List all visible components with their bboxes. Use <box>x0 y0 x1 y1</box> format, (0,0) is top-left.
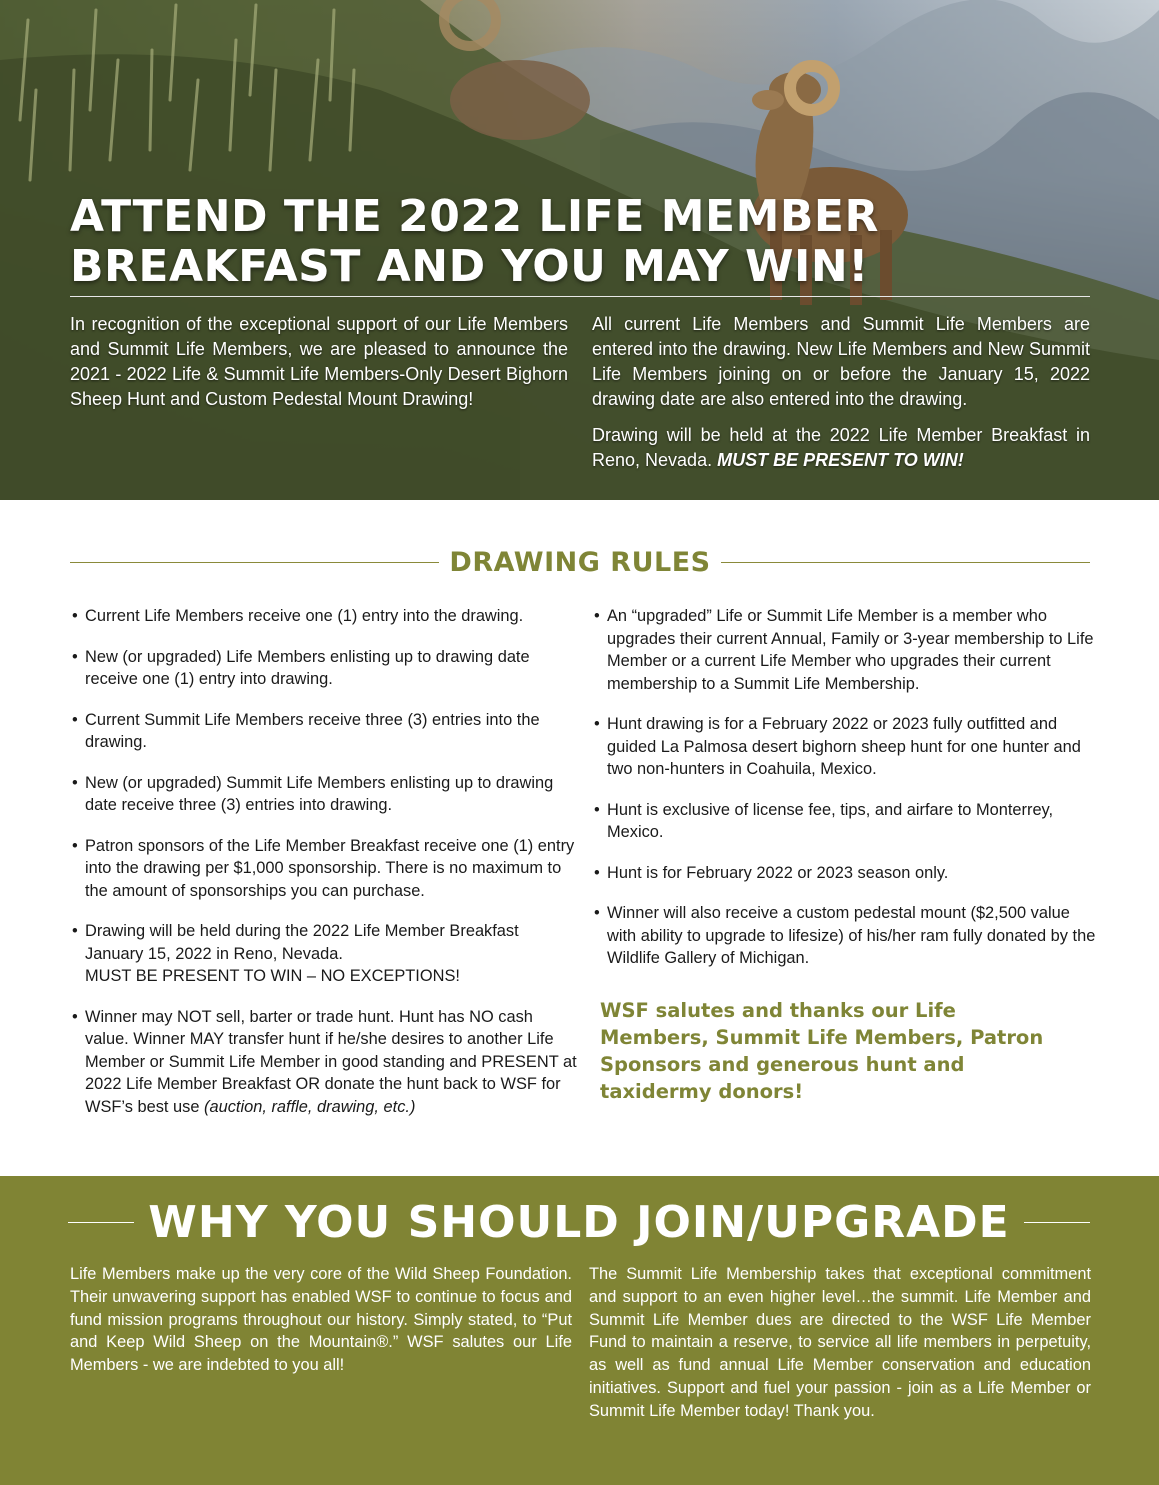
rule-item: • Winner may NOT sell, barter or trade hunt. Hunt has NO cash value. Winner MAY transfer hunt if he/she desires to another Life Member or Summit Life Member in good standing and PRESENT at 2022 Life Member Breakfast OR donate the hunt back to WSF for WSF’s best use (auction, raffle, drawing, etc.) <box>72 1007 577 1116</box>
hero-title-line-1: ATTEND THE 2022 LIFE MEMBER <box>70 191 879 242</box>
rule-item: • New (or upgraded) Life Members enlisting up to drawing date receive one (1) entry into drawing. <box>72 647 530 688</box>
rule-item: • Patron sponsors of the Life Member Breakfast receive one (1) entry into the drawing per $1,000 sponsorship. There is no maximum to the amount of sponsorships you can purchase. <box>72 836 575 900</box>
drawing-rules-header <box>70 544 1090 580</box>
rule-item: • Current Summit Life Members receive three (3) entries into the drawing. <box>72 710 540 751</box>
hero-banner <box>0 0 1159 500</box>
bullet-icon: • <box>72 1007 78 1026</box>
hero-title-line-2: BREAKFAST AND YOU MAY WIN! <box>70 241 869 292</box>
must-be-present-emphasis: MUST BE PRESENT TO WIN! <box>717 450 964 470</box>
hero-divider <box>70 296 1090 297</box>
salute-message: WSF salutes and thanks our Life Members, Summit Life Members, Patron Sponsors and generous hunt and taxidermy donors! <box>600 999 1044 1103</box>
join-rule-left <box>68 1222 134 1223</box>
bullet-icon: • <box>72 836 78 855</box>
join-title: WHY YOU SHOULD JOIN/UPGRADE <box>148 1196 1010 1248</box>
join-header <box>68 1194 1090 1250</box>
rule-item: • Hunt is exclusive of license fee, tips, and airfare to Monterrey, Mexico. <box>594 800 1054 841</box>
rule-item: • Hunt drawing is for a February 2022 or 2023 fully outfitted and guided La Palmosa desert bighorn sheep hunt for one hunter and two non-hunters in Coahuila, Mexico. <box>594 715 1081 778</box>
hero-intro-left <box>70 312 568 412</box>
rule-item: • An “upgraded” Life or Summit Life Member is a member who upgrades their current Annual, Family or 3-year membership to Life Member or a current Life Member who upgrades their current membership to a Summit Life Membership. <box>594 607 1094 693</box>
bullet-icon: • <box>72 647 78 666</box>
bullet-icon: • <box>72 922 78 940</box>
bullet-icon: • <box>594 715 600 733</box>
bullet-icon: • <box>72 710 78 729</box>
bullet-icon: • <box>594 800 600 819</box>
best-use-examples: (auction, raffle, drawing, etc.) <box>204 1097 416 1116</box>
bullet-icon: • <box>594 863 600 882</box>
join-paragraph-left: Life Members make up the very core of the Wild Sheep Foundation. Their unwavering support has enabled WSF to continue to focus and fund mission programs throughout our history. Simply stated, to “Put and Keep Wild Sheep on the Mountain®.” WSF salutes our Life Members - we are indebted to you all! <box>70 1265 572 1375</box>
bullet-icon: • <box>72 773 78 792</box>
header-rule-right <box>721 562 1090 563</box>
no-exceptions-note: MUST BE PRESENT TO WIN – NO EXCEPTIONS! <box>85 967 460 985</box>
hero-location-paragraph <box>592 423 1090 473</box>
rule-item: • Drawing will be held during the 2022 Life Member Breakfast January 15, 2022 in Reno, Nevada. MUST BE PRESENT TO WIN – NO EXCEPTIONS! <box>70 920 580 988</box>
bullet-icon: • <box>594 904 600 922</box>
rules-column-right <box>592 605 1097 988</box>
rule-item: • New (or upgraded) Summit Life Members enlisting up to drawing date receive three (3) entries into drawing. <box>72 773 554 814</box>
hero-location-text: Drawing will be held at the 2022 Life Member Breakfast in Reno, Nevada. <box>592 425 1090 470</box>
hero-intro-right <box>592 312 1090 473</box>
rule-item: • Winner will also receive a custom pedestal mount ($2,500 value with ability to upgrade to lifesize) of his/her ram fully donated by the Wildlife Gallery of Michigan. <box>594 904 1096 967</box>
rule-item: • Hunt is for February 2022 or 2023 season only. <box>592 862 1097 885</box>
join-paragraph-right: The Summit Life Membership takes that exceptional commitment and support to an even higher level…the summit. Life Member and Summit Life Member dues are directed to the WSF Life Member Fund to maintain a reserve, to service all life members in perpetuity, as well as fund annual Life Member conservation and education initiatives. Support and fuel your passion - join as a Life Member or Summit Life Member today! Thank you. <box>589 1265 1091 1420</box>
bullet-icon: • <box>594 607 600 625</box>
rules-column-left <box>70 605 580 1136</box>
drawing-rules-title: DRAWING RULES <box>449 546 711 578</box>
join-section <box>0 1176 1159 1485</box>
bullet-icon: • <box>72 607 78 625</box>
hero-entry-paragraph: All current Life Members and Summit Life Members are entered into the drawing. New Life Members and New Summit Life Members joining on or before the January 15, 2022 drawing date are also entered into the drawing. <box>592 314 1090 409</box>
join-rule-right <box>1024 1222 1090 1223</box>
rule-item: • Current Life Members receive one (1) entry into the drawing. <box>70 605 580 628</box>
header-rule-left <box>70 562 439 563</box>
hero-intro-paragraph: In recognition of the exceptional support of our Life Members and Summit Life Members, we are pleased to announce the 2021 - 2022 Life & Summit Life Members-Only Desert Bighorn Sheep Hunt and Custom Pedestal Mount Drawing! <box>70 314 568 409</box>
hero-title <box>70 192 970 292</box>
